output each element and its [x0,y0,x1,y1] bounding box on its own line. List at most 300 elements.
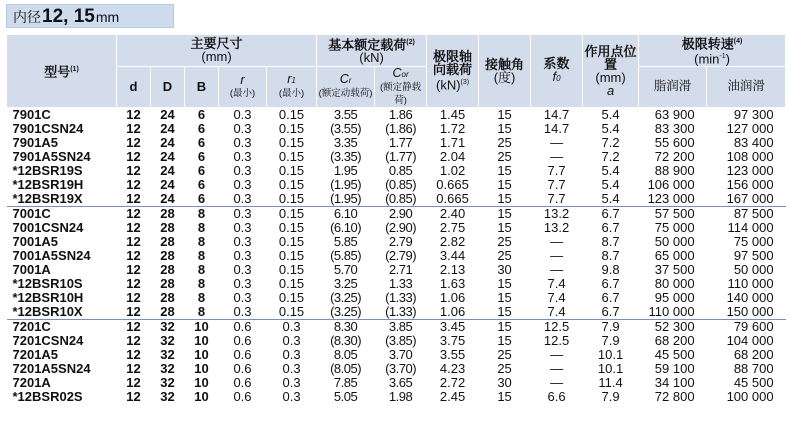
cell-axial: 0.665 [436,176,469,192]
cell-cr: 5.70 [333,261,358,277]
cell-model: *12BSR19H [12,176,84,192]
cell-B: 8 [197,247,206,263]
cell-angle: 15 [497,388,512,404]
cell-d: 12 [126,360,141,376]
cell-r: 0.3 [233,233,252,249]
cell-f0: — [550,148,564,164]
table-body [7,107,786,404]
cell-model: *12BSR10H [12,289,84,305]
cell-cor: (1.86) [385,120,417,136]
cell-cr: 3.55 [317,107,375,122]
cell-oil: 97 500 [733,247,774,263]
cell-oil: 123 000 [726,162,774,178]
cell-model: 7001CSN24 [12,219,84,235]
cell-f0: 7.7 [547,176,566,192]
cell-oil: 87 500 [707,206,786,221]
cell-D: 28 [160,303,175,319]
cell-angle: 15 [479,206,531,221]
cell-cr: 3.25 [333,275,358,291]
cell-cor: 2.79 [388,233,413,249]
cell-oil: 75 000 [733,233,774,249]
cell-r: 0.3 [233,148,252,164]
table-row [7,136,786,150]
cell-grease: 123 000 [647,190,695,206]
table-row [7,249,786,263]
cell-r: 0.3 [233,247,252,263]
cell-r: 0.6 [219,319,267,334]
cell-B: 8 [197,289,206,305]
cell-grease: 34 100 [654,374,695,390]
cell-cor: 1.33 [388,275,413,291]
cell-angle: 25 [497,360,512,376]
cell-r: 0.6 [233,360,252,376]
grease-header: 脂润滑 [639,66,707,107]
cell-D: 24 [160,120,175,136]
cell-grease: 72 800 [654,388,695,404]
title-numbers: 12, 15 [42,6,95,27]
cell-cr: (1.95) [330,190,362,206]
title-unit: mm [95,9,120,25]
load-point-header: 作用点位置 (mm) a [583,35,639,108]
cell-r1: 0.15 [278,134,305,150]
cell-D: 32 [160,388,175,404]
cell-angle: 15 [479,319,531,334]
cell-a: 5.4 [601,162,620,178]
cell-D: 32 [160,346,175,362]
cell-cor: (3.85) [385,332,417,348]
cell-axial: 2.72 [439,374,466,390]
axial-load-header: 极限轴向载荷 (kN)$^{(3)}$ [427,35,479,108]
cell-cr: 3.35 [333,134,358,150]
cell-oil: 140 000 [726,289,774,305]
cell-r1: 0.15 [278,148,305,164]
table-row [7,263,786,277]
cell-cr: (3.55) [330,120,362,136]
cell-cor: (3.70) [385,360,417,376]
cell-f0: — [550,360,564,376]
cell-cor: (2.90) [385,219,417,235]
cell-B: 6 [197,162,206,178]
cell-cor: (2.79) [385,247,417,263]
cell-r: 0.3 [219,206,267,221]
table-row [7,192,786,207]
table-row [7,164,786,178]
table-row [7,291,786,305]
cell-cr: (3.25) [330,303,362,319]
cell-a: 7.9 [601,332,620,348]
cell-r1: 0.15 [278,247,305,263]
d-header: d [117,66,151,107]
cell-d: 12 [126,374,141,390]
cell-r1: 0.15 [278,219,305,235]
cell-angle: 30 [497,261,512,277]
cell-cr: 1.95 [333,162,358,178]
cell-model: *12BSR10X [12,303,83,319]
cell-r: 0.3 [233,190,252,206]
cell-r1: 0.15 [267,206,317,221]
cell-r: 0.3 [233,134,252,150]
cell-axial: 3.44 [439,247,466,263]
cell-model: *12BSR02S [12,388,83,404]
cell-model: 7901CSN24 [12,120,84,136]
cr-header: Cr (额定动载荷) [317,66,375,107]
cell-angle: 15 [497,289,512,305]
cell-model: 7201C [7,319,117,334]
cell-r1: 0.3 [282,360,301,376]
cell-D: 28 [160,247,175,263]
cell-grease: 72 200 [654,148,695,164]
cell-d: 12 [126,190,141,206]
r1-header: r1 (最小) [267,66,317,107]
cell-d: 12 [117,206,151,221]
table-row [7,122,786,136]
cell-axial: 2.45 [439,388,466,404]
cell-a: 6.7 [601,303,620,319]
cell-angle: 15 [497,176,512,192]
model-header: 型号$^{(1)}$ [7,35,117,108]
cell-B: 8 [197,275,206,291]
cell-r1: 0.3 [282,332,301,348]
cell-angle: 25 [497,134,512,150]
cell-f0: — [550,261,564,277]
cell-axial: 1.45 [427,107,479,122]
cell-B: 10 [194,360,209,376]
cell-D: 32 [160,374,175,390]
cell-cr: 5.85 [333,233,358,249]
cell-axial: 3.45 [427,319,479,334]
table-row [7,178,786,192]
cell-angle: 25 [497,148,512,164]
cell-D: 24 [160,190,175,206]
cell-D: 28 [160,219,175,235]
cell-grease: 75 000 [654,219,695,235]
table-row [7,150,786,164]
cell-cr: (3.35) [330,148,362,164]
cell-a: 5.4 [601,120,620,136]
cell-cor: 1.98 [388,388,413,404]
cell-f0: 7.4 [547,289,566,305]
cell-d: 12 [126,219,141,235]
cell-oil: 108 000 [726,148,774,164]
cell-axial: 2.82 [439,233,466,249]
cell-D: 28 [160,261,175,277]
cell-model: 7901A5SN24 [12,148,91,164]
cell-model: *12BSR10S [12,275,83,291]
cell-cor: (1.77) [385,148,417,164]
cell-r1: 0.15 [278,233,305,249]
cell-D: 28 [160,233,175,249]
cell-angle: 15 [497,219,512,235]
cell-axial: 2.13 [439,261,466,277]
cell-angle: 15 [497,275,512,291]
oil-header: 油润滑 [707,66,786,107]
section-title [6,4,174,28]
cell-cr: 6.10 [317,206,375,221]
cell-model: 7001A5SN24 [12,247,91,263]
cell-oil: 127 000 [726,120,774,136]
load-rating-header: 基本额定载荷$^{(2)}$ (kN) [317,35,427,67]
cell-oil: 150 000 [726,303,774,319]
cell-model: *12BSR19X [12,190,83,206]
main-dims-header: 主要尺寸 (mm) [117,35,317,67]
cell-r: 0.3 [233,275,252,291]
cell-grease: 83 300 [654,120,695,136]
cell-cor: 1.77 [388,134,413,150]
table-row [7,390,786,404]
cell-a: 6.7 [583,206,639,221]
cell-axial: 4.23 [439,360,466,376]
cell-grease: 68 200 [654,332,695,348]
cell-a: 5.4 [601,190,620,206]
cell-B: 6 [197,148,206,164]
cell-axial: 2.75 [439,219,466,235]
cell-D: 24 [160,134,175,150]
cell-grease: 80 000 [654,275,695,291]
cell-r: 0.6 [233,388,252,404]
cell-r: 0.6 [233,332,252,348]
cell-B: 8 [197,219,206,235]
cell-r: 0.3 [233,261,252,277]
table-row [7,206,786,221]
cell-B: 6 [197,176,206,192]
cell-f0: — [550,346,564,362]
cell-B: 6 [197,134,206,150]
cell-r1: 0.15 [278,289,305,305]
cell-r1: 0.15 [278,176,305,192]
cell-a: 11.4 [598,374,623,390]
cell-model: 7201CSN24 [12,332,84,348]
cell-oil: 167 000 [726,190,774,206]
cell-angle: 25 [497,247,512,263]
B-header: B [185,66,219,107]
cell-cor: (0.85) [385,176,417,192]
cell-model: 7001A5 [12,233,59,249]
table-row [7,319,786,334]
cell-cr: 5.05 [333,388,358,404]
cell-oil: 156 000 [726,176,774,192]
cell-B: 10 [185,319,219,334]
cell-angle: 15 [497,190,512,206]
cell-D: 24 [160,148,175,164]
cell-oil: 110 000 [727,275,774,291]
cell-cr: (8.05) [330,360,362,376]
cell-D: 28 [151,206,185,221]
cell-oil: 83 400 [733,134,774,150]
cor-header: Cor (额定静载荷) [375,66,427,107]
cell-r1: 0.15 [278,120,305,136]
cell-grease: 63 900 [639,107,707,122]
cell-angle: 15 [479,107,531,122]
cell-cr: (6.10) [330,219,362,235]
cell-B: 6 [197,190,206,206]
cell-model: 7901C [7,107,117,122]
table-row [7,277,786,291]
cell-f0: 13.2 [531,206,583,221]
cell-oil: 79 600 [707,319,786,334]
cell-f0: 14.7 [531,107,583,122]
cell-cor: 2.90 [375,206,427,221]
cell-a: 5.4 [583,107,639,122]
cell-cr: 8.05 [333,346,358,362]
cell-cor: 3.70 [388,346,413,362]
cell-oil: 97 300 [707,107,786,122]
cell-a: 8.7 [601,247,620,263]
cell-angle: 15 [497,162,512,178]
cell-axial: 2.40 [427,206,479,221]
cell-angle: 30 [497,374,512,390]
cell-d: 12 [126,247,141,263]
cell-d: 12 [126,303,141,319]
cell-B: 10 [194,374,209,390]
cell-cr: 7.85 [333,374,358,390]
cell-D: 28 [160,275,175,291]
cell-cr: (1.95) [330,176,362,192]
cell-cor: (1.33) [385,303,417,319]
cell-B: 8 [185,206,219,221]
cell-grease: 65 000 [654,247,695,263]
factor-header: 系数 f0 [531,35,583,108]
contact-angle-header: 接触角 (度) [479,35,531,108]
cell-B: 10 [194,346,209,362]
cell-f0: — [550,374,564,390]
cell-a: 8.7 [601,233,620,249]
cell-D: 32 [160,360,175,376]
cell-model: 7001A [12,261,51,277]
cell-a: 7.2 [601,134,620,150]
cell-axial: 3.75 [439,332,466,348]
table-row [7,305,786,320]
cell-f0: 12.5 [531,319,583,334]
cell-r1: 0.15 [278,275,305,291]
cell-model: 7201A5SN24 [12,360,91,376]
cell-axial: 1.71 [439,134,466,150]
cell-grease: 106 000 [647,176,695,192]
cell-cr: (8.30) [330,332,362,348]
cell-grease: 110 000 [648,303,695,319]
cell-D: 24 [151,107,185,122]
cell-a: 7.2 [601,148,620,164]
cell-angle: 15 [497,120,512,136]
cell-f0: — [550,233,564,249]
speed-limit-header: 极限转速$^{(4)}$ $(\min^{-1})$ [639,35,786,67]
cell-d: 12 [126,346,141,362]
cell-r: 0.3 [233,120,252,136]
cell-r: 0.3 [233,176,252,192]
cell-oil: 88 700 [733,360,774,376]
cell-f0: 7.4 [547,303,566,319]
cell-angle: 25 [497,233,512,249]
cell-a: 10.1 [597,346,624,362]
cell-cor: (0.85) [385,190,417,206]
cell-d: 12 [126,275,141,291]
cell-d: 12 [126,388,141,404]
cell-oil: 114 000 [727,219,774,235]
table-row [7,376,786,390]
cell-axial: 1.72 [439,120,466,136]
cell-cr: 8.30 [317,319,375,334]
cell-B: 6 [185,107,219,122]
cell-r1: 0.3 [282,346,301,362]
cell-r: 0.3 [233,303,252,319]
cell-f0: 7.7 [547,162,566,178]
cell-oil: 45 500 [733,374,774,390]
cell-angle: 15 [497,332,512,348]
cell-B: 6 [197,120,206,136]
cell-cor: 3.85 [375,319,427,334]
cell-d: 12 [126,162,141,178]
cell-B: 8 [197,233,206,249]
cell-d: 12 [117,319,151,334]
table-row [7,334,786,348]
cell-axial: 1.63 [439,275,466,291]
cell-r1: 0.15 [278,261,305,277]
cell-r: 0.6 [233,374,252,390]
cell-D: 24 [160,162,175,178]
cell-angle: 25 [497,346,512,362]
cell-axial: 2.04 [439,148,466,164]
cell-r1: 0.15 [278,190,305,206]
cell-model: 7001C [7,206,117,221]
cell-r1: 0.3 [267,319,317,334]
cell-oil: 100 000 [726,388,774,404]
cell-d: 12 [117,107,151,122]
cell-grease: 37 500 [654,261,695,277]
cell-f0: 14.7 [543,120,570,136]
cell-D: 28 [160,289,175,305]
cell-grease: 52 300 [639,319,707,334]
title-prefix: 内径 [13,9,41,25]
cell-f0: 13.2 [543,219,570,235]
cell-d: 12 [126,134,141,150]
cell-cr: (3.25) [330,289,362,305]
cell-d: 12 [126,289,141,305]
cell-oil: 68 200 [733,346,774,362]
table-row [7,362,786,376]
cell-r: 0.3 [233,219,252,235]
cell-angle: 15 [497,303,512,319]
cell-grease: 59 100 [654,360,695,376]
cell-cor: 2.71 [388,261,413,277]
cell-axial: 1.02 [439,162,466,178]
cell-cor: 1.86 [375,107,427,122]
cell-r: 0.3 [219,107,267,122]
cell-a: 9.8 [601,261,620,277]
cell-a: 10.1 [597,360,624,376]
cell-cor: (1.33) [385,289,417,305]
cell-B: 10 [194,388,209,404]
cell-D: 32 [151,319,185,334]
table-row [7,107,786,122]
cell-a: 6.7 [601,275,620,291]
cell-r: 0.3 [233,289,252,305]
cell-grease: 45 500 [654,346,695,362]
cell-cor: 3.65 [388,374,413,390]
cell-f0: 6.6 [547,388,566,404]
cell-f0: 12.5 [543,332,570,348]
cell-model: 7201A5 [12,346,59,362]
cell-B: 8 [197,261,206,277]
cell-grease: 50 000 [654,233,695,249]
cell-d: 12 [126,233,141,249]
cell-axial: 3.55 [439,346,466,362]
D-header: D [151,66,185,107]
cell-D: 24 [160,176,175,192]
cell-B: 8 [197,303,206,319]
cell-a: 6.7 [601,219,620,235]
cell-axial: 0.665 [436,190,469,206]
table-row [7,235,786,249]
cell-grease: 88 900 [654,162,695,178]
